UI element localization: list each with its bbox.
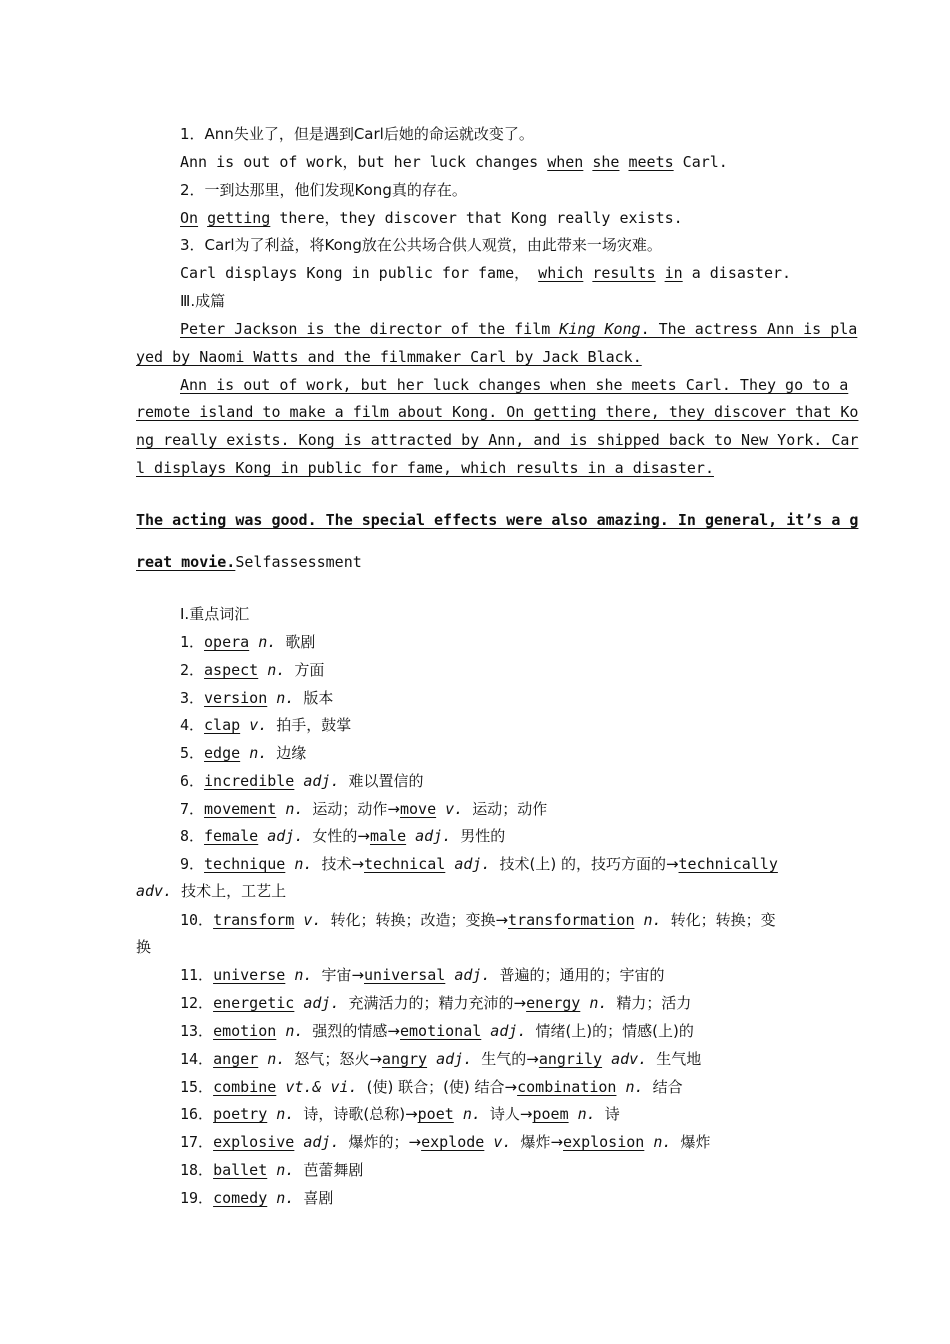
vocab-item-9-continued: adv. 技术上，工艺上 bbox=[136, 882, 287, 900]
vocab-meaning: 生气地 bbox=[656, 1050, 702, 1068]
passage-paragraph-1-line-1: Peter Jackson is the director of the film King Kong. The actress Ann is pla bbox=[180, 320, 858, 338]
vocab-meaning: 芭蕾舞剧 bbox=[303, 1161, 364, 1179]
vocab-word: aspect bbox=[204, 661, 259, 679]
vocab-item bbox=[180, 965, 816, 987]
vocab-word: technical bbox=[364, 855, 446, 873]
vocab-item bbox=[180, 660, 816, 682]
vocab-item-10-continued: 换 bbox=[136, 938, 152, 956]
vocab-pos: n. bbox=[276, 1161, 295, 1179]
vocab-meaning: 诗，诗歌(总称)→ bbox=[303, 1105, 418, 1123]
vocab-pos: n. bbox=[653, 1133, 672, 1151]
vocab-meaning: 诗人→ bbox=[489, 1105, 533, 1123]
vocab-number: 9． bbox=[180, 855, 205, 873]
vocab-meaning: 爆炸 bbox=[680, 1133, 711, 1151]
vocab-meaning: 转化；转换；改造；变换→ bbox=[330, 911, 509, 929]
section-heading-passage: Ⅲ.成篇 bbox=[180, 292, 226, 310]
answer-blank: On bbox=[180, 209, 199, 227]
vocab-word: technically bbox=[678, 855, 778, 873]
sentence-2-chinese: 2．一到达那里，他们发现Kong真的存在。 bbox=[180, 181, 467, 199]
vocab-number: 10． bbox=[180, 911, 214, 929]
vocab-item bbox=[180, 1021, 816, 1043]
vocab-item bbox=[180, 632, 816, 654]
vocab-number: 14． bbox=[180, 1050, 214, 1068]
vocab-item bbox=[180, 854, 816, 876]
vocab-word: angry bbox=[381, 1050, 428, 1068]
summary-line-2: reat movie.Selfassessment bbox=[136, 553, 362, 571]
answer-blank: when bbox=[547, 153, 584, 171]
vocab-pos: n. bbox=[643, 911, 662, 929]
section-heading-vocab: Ⅰ.重点词汇 bbox=[180, 605, 250, 623]
vocab-word: version bbox=[204, 689, 268, 707]
vocab-item bbox=[180, 743, 816, 765]
vocab-word: comedy bbox=[213, 1189, 268, 1207]
vocab-meaning: 运动；动作→ bbox=[312, 800, 400, 818]
vocab-item bbox=[180, 993, 816, 1015]
vocab-number: 6． bbox=[180, 772, 205, 790]
vocab-number: 1． bbox=[180, 633, 205, 651]
vocab-meaning: 怒气；怒火→ bbox=[294, 1050, 382, 1068]
vocab-word: edge bbox=[204, 744, 241, 762]
vocab-pos: adj. bbox=[303, 1133, 340, 1151]
sentence-1-chinese: 1．Ann失业了，但是遇到Carl后她的命运就改变了。 bbox=[180, 125, 534, 143]
vocab-word: female bbox=[204, 827, 259, 845]
vocab-pos: adj. bbox=[415, 827, 452, 845]
vocab-meaning: 精力；活力 bbox=[616, 994, 692, 1012]
vocab-pos: adj. bbox=[436, 1050, 473, 1068]
vocab-meaning: 喜剧 bbox=[303, 1189, 334, 1207]
vocab-word: poetry bbox=[213, 1105, 268, 1123]
vocab-word: transformation bbox=[508, 911, 635, 929]
vocab-word: anger bbox=[213, 1050, 259, 1068]
vocab-pos: v. bbox=[493, 1133, 512, 1151]
sentence-3-chinese: 3．Carl为了利益，将Kong放在公共场合供人观赏，由此带来一场灾难。 bbox=[180, 236, 662, 254]
vocab-pos: n. bbox=[249, 744, 268, 762]
vocab-meaning: 情绪(上)的；情感(上)的 bbox=[535, 1022, 694, 1040]
vocab-item bbox=[180, 826, 816, 848]
vocab-number: 2． bbox=[180, 661, 205, 679]
passage-paragraph-2-line-3: ng really exists. Kong is attracted by Ann, and is shipped back to New York. Car bbox=[136, 431, 859, 449]
vocab-word: clap bbox=[204, 716, 241, 734]
sentence-1-english: Ann is out of work，but her luck changes when she meets Carl. bbox=[180, 153, 728, 171]
vocab-item bbox=[180, 715, 816, 737]
vocab-meaning: 强烈的情感→ bbox=[312, 1022, 400, 1040]
vocab-number: 12． bbox=[180, 994, 214, 1012]
vocab-word: combine bbox=[213, 1078, 277, 1096]
vocab-meaning: 爆炸→ bbox=[520, 1133, 564, 1151]
vocab-word: movement bbox=[204, 800, 277, 818]
vocab-word: universal bbox=[364, 966, 446, 984]
vocab-word: combination bbox=[517, 1078, 617, 1096]
vocab-word: explode bbox=[421, 1133, 485, 1151]
vocab-meaning: 女性的→ bbox=[312, 827, 370, 845]
passage-paragraph-2-line-2: remote island to make a film about Kong. On getting there, they discover that Ko bbox=[136, 403, 859, 421]
answer-blank: she bbox=[592, 153, 620, 171]
vocab-word: incredible bbox=[204, 772, 295, 790]
vocab-pos: n. bbox=[276, 689, 295, 707]
vocab-item bbox=[180, 1104, 816, 1126]
vocab-meaning: 诗 bbox=[604, 1105, 620, 1123]
vocab-meaning: 爆炸的；→ bbox=[348, 1133, 422, 1151]
vocab-meaning: 边缘 bbox=[276, 744, 307, 762]
vocab-item bbox=[180, 1132, 816, 1154]
vocab-meaning: 拍手，鼓掌 bbox=[276, 716, 352, 734]
vocab-word: explosive bbox=[213, 1133, 295, 1151]
vocab-word: angrily bbox=[538, 1050, 603, 1068]
vocab-pos: adj. bbox=[490, 1022, 527, 1040]
vocab-pos: v. bbox=[303, 911, 322, 929]
answer-blank: in bbox=[664, 264, 683, 282]
vocab-pos: n. bbox=[589, 994, 608, 1012]
vocab-meaning: 充满活力的；精力充沛的→ bbox=[348, 994, 527, 1012]
answer-blank: which bbox=[538, 264, 584, 282]
vocab-meaning: 男性的 bbox=[460, 827, 506, 845]
vocab-pos: n. bbox=[285, 1022, 304, 1040]
answer-blank: results bbox=[592, 264, 656, 282]
vocab-word: explosion bbox=[563, 1133, 645, 1151]
film-title: King Kong bbox=[559, 320, 641, 338]
vocab-number: 15． bbox=[180, 1078, 214, 1096]
vocab-word: poem bbox=[532, 1105, 569, 1123]
vocab-pos: n. bbox=[276, 1189, 295, 1207]
vocab-pos: n. bbox=[294, 966, 313, 984]
vocab-number: 19． bbox=[180, 1189, 214, 1207]
vocab-pos: n. bbox=[258, 633, 277, 651]
sentence-2-english: On getting there，they discover that Kong really exists. bbox=[180, 209, 683, 227]
vocab-meaning: 版本 bbox=[303, 689, 334, 707]
vocab-meaning: (使) 联合；(使) 结合→ bbox=[366, 1078, 518, 1096]
vocab-number: 13． bbox=[180, 1022, 214, 1040]
vocab-pos: adj. bbox=[303, 994, 340, 1012]
vocab-pos: n. bbox=[267, 1050, 286, 1068]
self-assessment-heading: Selfassessment bbox=[235, 553, 362, 571]
vocab-pos: adj. bbox=[454, 966, 491, 984]
vocab-pos: n. bbox=[294, 855, 313, 873]
vocab-number: 18． bbox=[180, 1161, 214, 1179]
vocab-meaning: 转化；转换；变 bbox=[670, 911, 776, 929]
vocab-word: male bbox=[369, 827, 407, 845]
vocab-number: 17． bbox=[180, 1133, 214, 1151]
vocab-pos: n. bbox=[625, 1078, 644, 1096]
vocab-word: emotion bbox=[213, 1022, 277, 1040]
vocab-number: 5． bbox=[180, 744, 205, 762]
vocab-pos: n. bbox=[267, 661, 286, 679]
vocab-pos: n. bbox=[462, 1105, 481, 1123]
vocab-number: 11． bbox=[180, 966, 214, 984]
vocab-pos: n. bbox=[577, 1105, 596, 1123]
answer-blank: getting bbox=[207, 209, 271, 227]
summary-line-1: The acting was good. The special effects were also amazing. In general, it’s a g bbox=[136, 511, 859, 529]
vocab-item bbox=[180, 771, 816, 793]
vocab-meaning: 运动；动作 bbox=[472, 800, 548, 818]
vocab-meaning: 难以置信的 bbox=[348, 772, 424, 790]
vocab-number: 4． bbox=[180, 716, 205, 734]
vocab-meaning: 普遍的；通用的；宇宙的 bbox=[499, 966, 665, 984]
vocab-word: universe bbox=[213, 966, 286, 984]
vocab-item bbox=[180, 910, 816, 932]
vocab-item bbox=[180, 688, 816, 710]
vocab-meaning: 结合 bbox=[652, 1078, 683, 1096]
vocab-word: transform bbox=[213, 911, 295, 929]
vocab-number: 7． bbox=[180, 800, 205, 818]
vocab-word: energetic bbox=[213, 994, 295, 1012]
passage-paragraph-2-line-1: Ann is out of work, but her luck changes when she meets Carl. They go to a bbox=[180, 376, 849, 394]
vocab-pos: v. bbox=[445, 800, 464, 818]
vocab-pos: vt.& vi. bbox=[285, 1078, 358, 1096]
sentence-3-english: Carl displays Kong in public for fame， which results in a disaster. bbox=[180, 264, 792, 282]
vocab-number: 16． bbox=[180, 1105, 214, 1123]
vocab-meaning: 技术→ bbox=[321, 855, 365, 873]
vocab-item bbox=[180, 1188, 816, 1210]
vocab-pos: adj. bbox=[303, 772, 340, 790]
vocab-meaning: 方面 bbox=[294, 661, 325, 679]
vocab-word: energy bbox=[526, 994, 581, 1012]
vocab-pos: n. bbox=[285, 800, 304, 818]
vocab-meaning: 技术(上) 的，技巧方面的→ bbox=[499, 855, 679, 873]
vocab-word: technique bbox=[204, 855, 286, 873]
vocab-number: 8． bbox=[180, 827, 205, 845]
vocab-item bbox=[180, 799, 816, 821]
vocab-pos: n. bbox=[276, 1105, 295, 1123]
answer-blank: meets bbox=[628, 153, 674, 171]
vocab-meaning: 歌剧 bbox=[285, 633, 316, 651]
vocab-item bbox=[180, 1049, 816, 1071]
vocab-meaning: 生气的→ bbox=[481, 1050, 539, 1068]
passage-paragraph-1-line-2: yed by Naomi Watts and the filmmaker Carl by Jack Black. bbox=[136, 348, 642, 366]
vocab-word: emotional bbox=[399, 1022, 482, 1040]
vocab-word: poet bbox=[417, 1105, 454, 1123]
vocab-pos: adj. bbox=[267, 827, 304, 845]
vocab-pos: v. bbox=[249, 716, 268, 734]
vocab-item bbox=[180, 1160, 816, 1182]
vocab-word: ballet bbox=[213, 1161, 268, 1179]
vocab-word: opera bbox=[204, 633, 250, 651]
passage-paragraph-2-line-4: l displays Kong in public for fame, which results in a disaster. bbox=[136, 459, 714, 477]
vocab-pos: adj. bbox=[454, 855, 491, 873]
vocab-pos: adv. bbox=[611, 1050, 648, 1068]
vocab-meaning: 宇宙→ bbox=[321, 966, 365, 984]
vocab-word: move bbox=[399, 800, 437, 818]
vocab-item bbox=[180, 1077, 816, 1099]
vocab-number: 3． bbox=[180, 689, 205, 707]
